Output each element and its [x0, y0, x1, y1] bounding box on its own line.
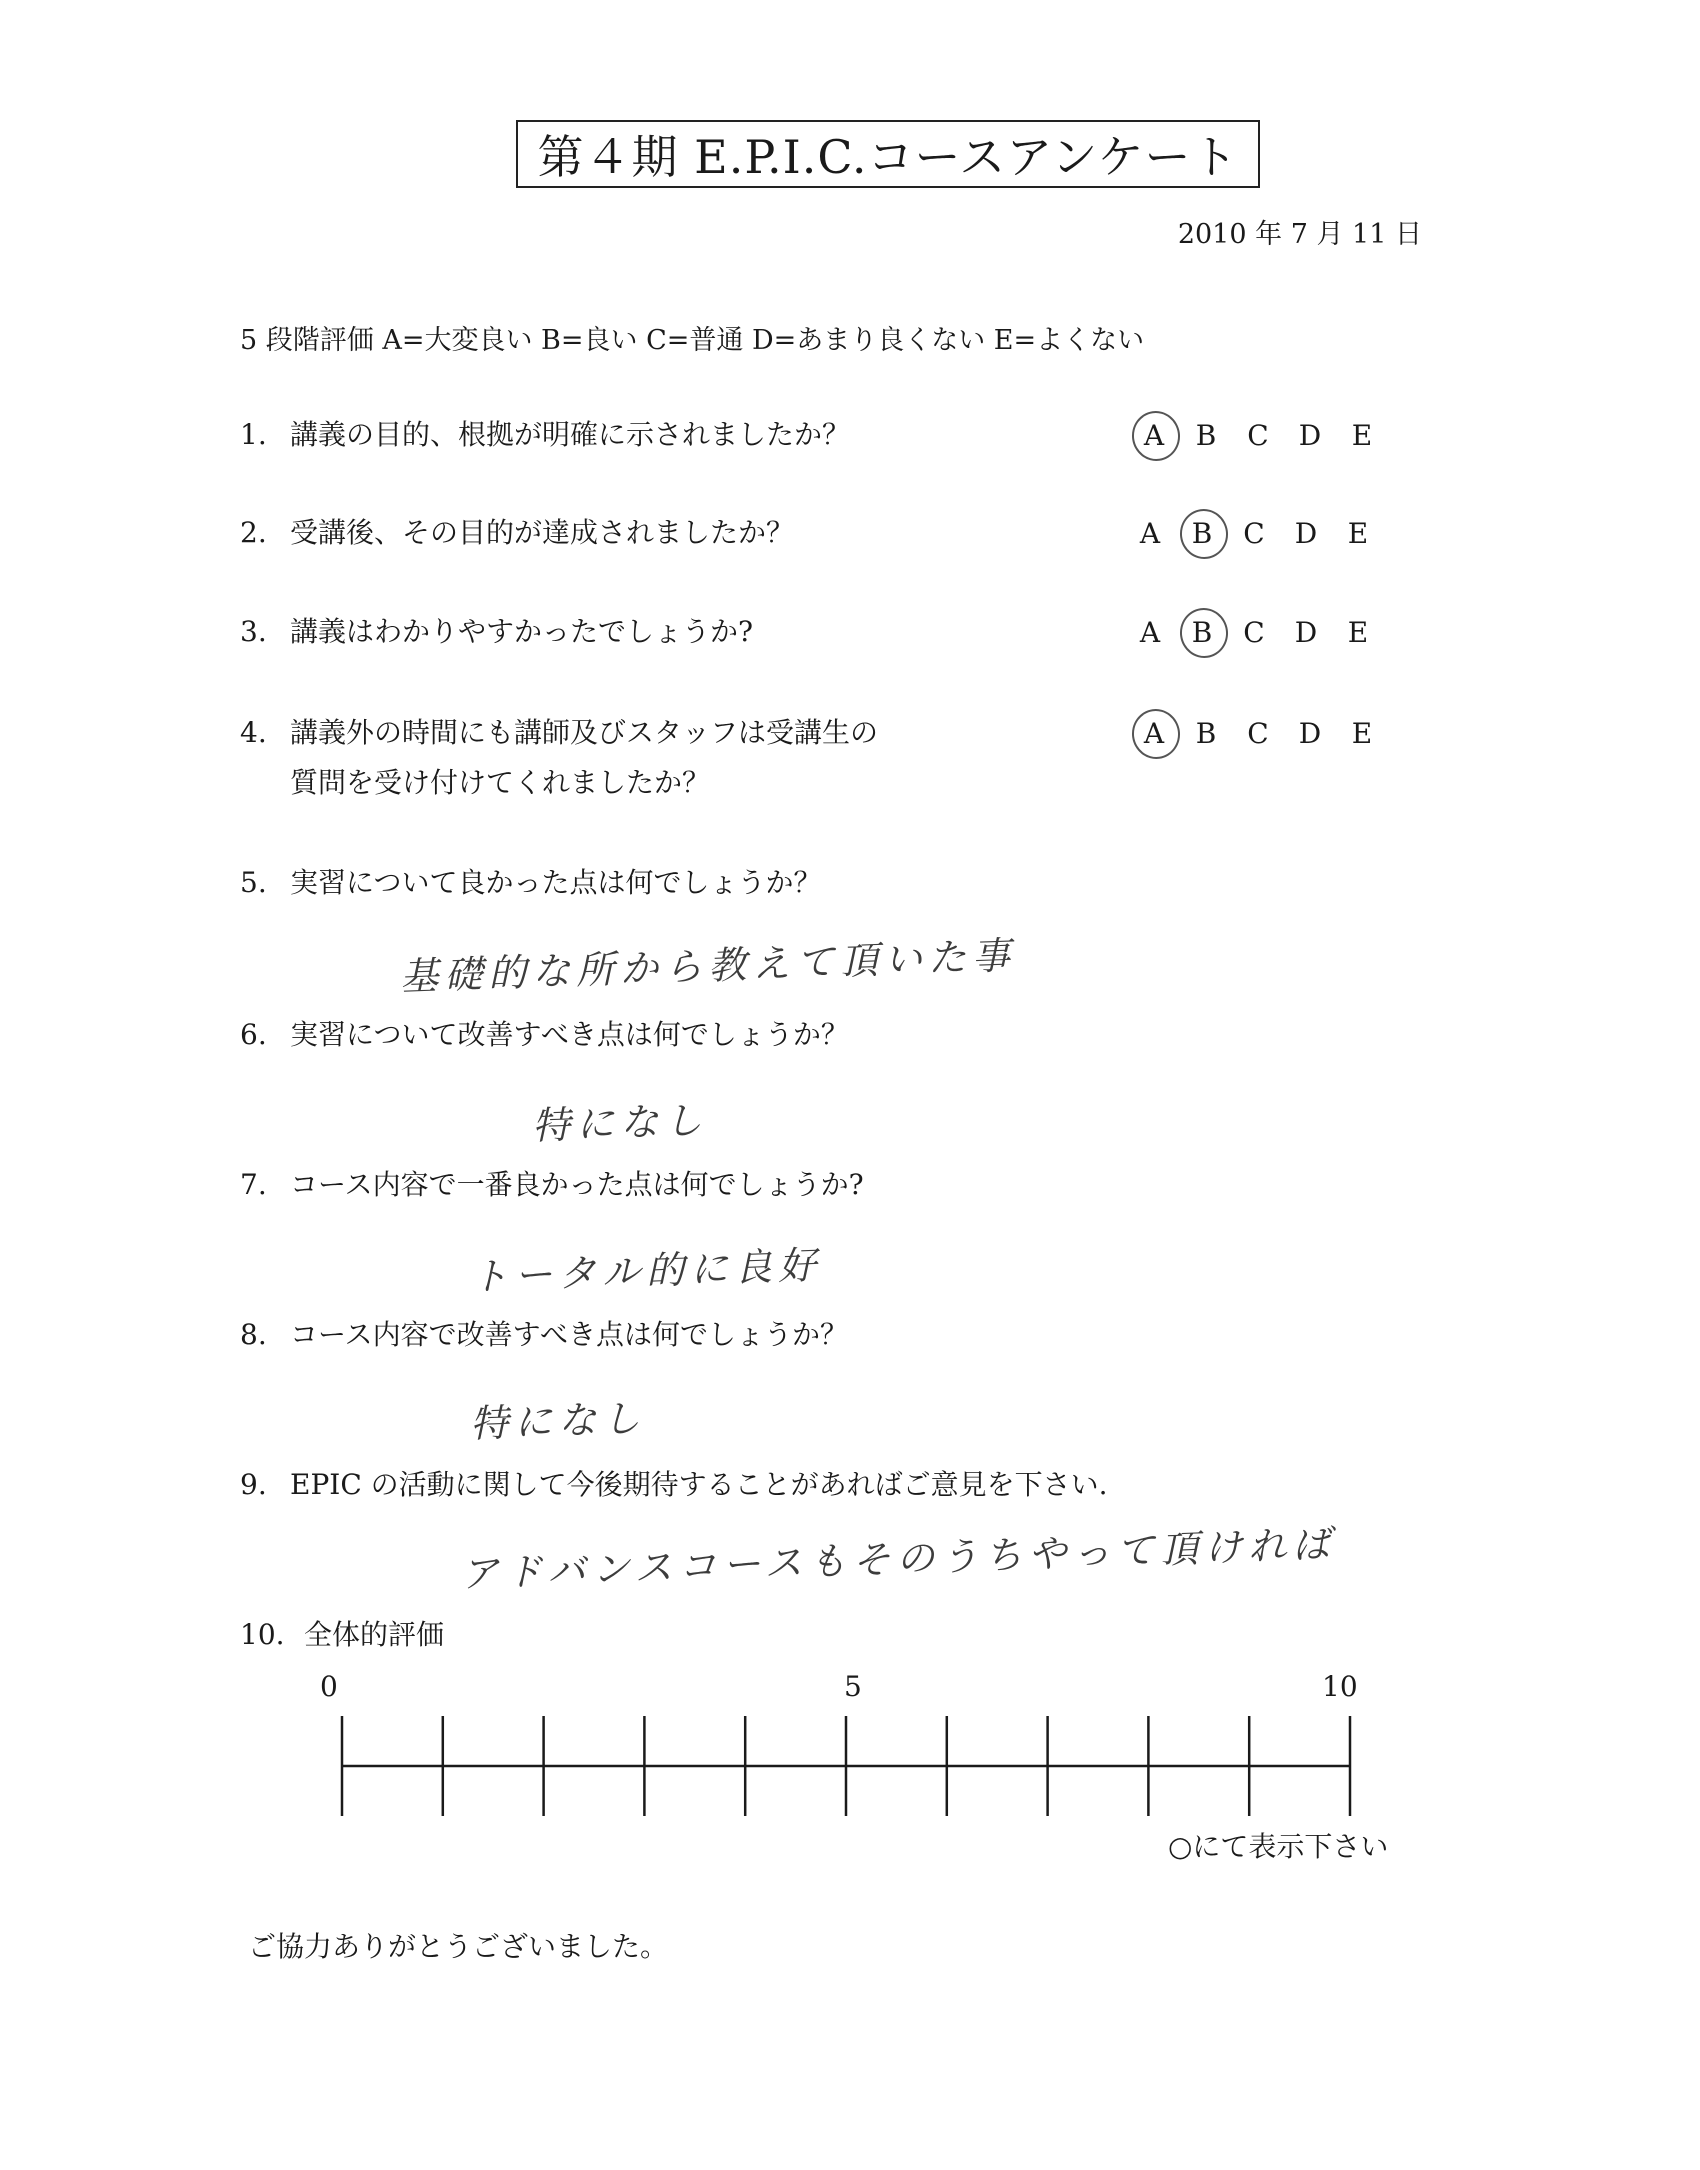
choice-d[interactable]: D: [1294, 615, 1318, 649]
question-number: 10.: [240, 1618, 285, 1651]
scale-label-max: 10: [1322, 1670, 1358, 1703]
question-text: 実習について改善すべき点は何でしょうか？: [290, 1018, 849, 1051]
question-10: [240, 1610, 444, 1660]
question-number: 3.: [240, 615, 267, 648]
question-6: [240, 1010, 849, 1060]
choice-d[interactable]: D: [1298, 418, 1322, 452]
question-8: [240, 1310, 848, 1360]
question-5: [240, 858, 821, 908]
question-1: [240, 410, 850, 460]
handwritten-answer-9: アドバンスコースもそのうちやって頂ければ: [459, 1521, 1337, 1597]
choice-e[interactable]: E: [1347, 516, 1369, 550]
question-4-choices: [1128, 708, 1388, 758]
question-7: [240, 1160, 864, 1210]
question-number: 5.: [240, 866, 267, 899]
handwritten-answer-8: 特になし: [469, 1395, 647, 1447]
choice-e[interactable]: E: [1347, 615, 1369, 649]
question-3: [240, 607, 753, 657]
question-text: EPIC の活動に関して今後期待することがあればご意見を下さい.: [290, 1468, 1108, 1501]
choice-a[interactable]: A: [1139, 516, 1161, 550]
question-text: 実習について良かった点は何でしょうか？: [290, 866, 822, 899]
choice-a[interactable]: A: [1128, 410, 1180, 460]
handwritten-answer-7: トータル的に良好: [469, 1242, 823, 1300]
question-number: 1.: [240, 418, 267, 451]
handwritten-answer-5: 基礎的な所から教えて頂いた事: [399, 933, 1017, 999]
question-number: 4.: [240, 716, 267, 749]
question-2-choices: [1124, 508, 1384, 558]
question-text: 講義外の時間にも講師及びスタッフは受講生の: [290, 716, 879, 749]
choice-e[interactable]: E: [1351, 716, 1373, 750]
question-text: 講義の目的、根拠が明確に示されましたか？: [290, 418, 851, 451]
scale-label-min: 0: [320, 1670, 338, 1703]
question-1-choices: [1128, 410, 1388, 460]
question-number: 7.: [240, 1168, 267, 1201]
handwritten-answer-6: 特になし: [531, 1097, 709, 1149]
question-9: [240, 1460, 1108, 1510]
choice-b[interactable]: B: [1176, 607, 1228, 657]
survey-title: 第４期 E.P.I.C.コースアンケート: [516, 120, 1260, 188]
choice-b[interactable]: B: [1176, 508, 1228, 558]
choice-d[interactable]: D: [1298, 716, 1322, 750]
choice-c[interactable]: C: [1243, 615, 1265, 649]
choice-a[interactable]: A: [1128, 708, 1180, 758]
question-text-line2: 質問を受け付けてくれましたか？: [290, 766, 711, 799]
choice-c[interactable]: C: [1243, 516, 1265, 550]
question-text: コース内容で一番良かった点は何でしょうか?: [290, 1168, 864, 1201]
choice-c[interactable]: C: [1247, 418, 1269, 452]
choice-d[interactable]: D: [1294, 516, 1318, 550]
choice-c[interactable]: C: [1247, 716, 1269, 750]
choice-a[interactable]: A: [1139, 615, 1161, 649]
question-number: 6.: [240, 1018, 267, 1051]
question-2: [240, 508, 794, 558]
question-text: コース内容で改善すべき点は何でしょうか？: [290, 1318, 849, 1351]
overall-rating-scale[interactable]: [330, 1708, 1360, 1828]
question-3-choices: [1124, 607, 1384, 657]
survey-date: 2010 年 7 月 11 日: [1177, 219, 1422, 250]
question-number: 9.: [240, 1468, 267, 1501]
question-text: 受講後、その目的が達成されましたか？: [290, 516, 795, 549]
question-text: 講義はわかりやすかったでしょうか?: [290, 615, 754, 648]
choice-e[interactable]: E: [1351, 418, 1373, 452]
rating-scale-legend: 5 段階評価 A=大変良い B=良い C=普通 D=あまり良くない E=よくない: [240, 325, 1145, 356]
scale-instruction: ○にて表示下さい: [1168, 1830, 1389, 1863]
question-text: 全体的評価: [304, 1618, 445, 1651]
scale-label-mid: 5: [844, 1670, 862, 1703]
question-4: [240, 708, 878, 808]
choice-b[interactable]: B: [1195, 418, 1217, 452]
question-number: 8.: [240, 1318, 267, 1351]
thanks-message: ご協力ありがとうございました。: [248, 1930, 669, 1963]
question-number: 2.: [240, 516, 267, 549]
choice-b[interactable]: B: [1195, 716, 1217, 750]
